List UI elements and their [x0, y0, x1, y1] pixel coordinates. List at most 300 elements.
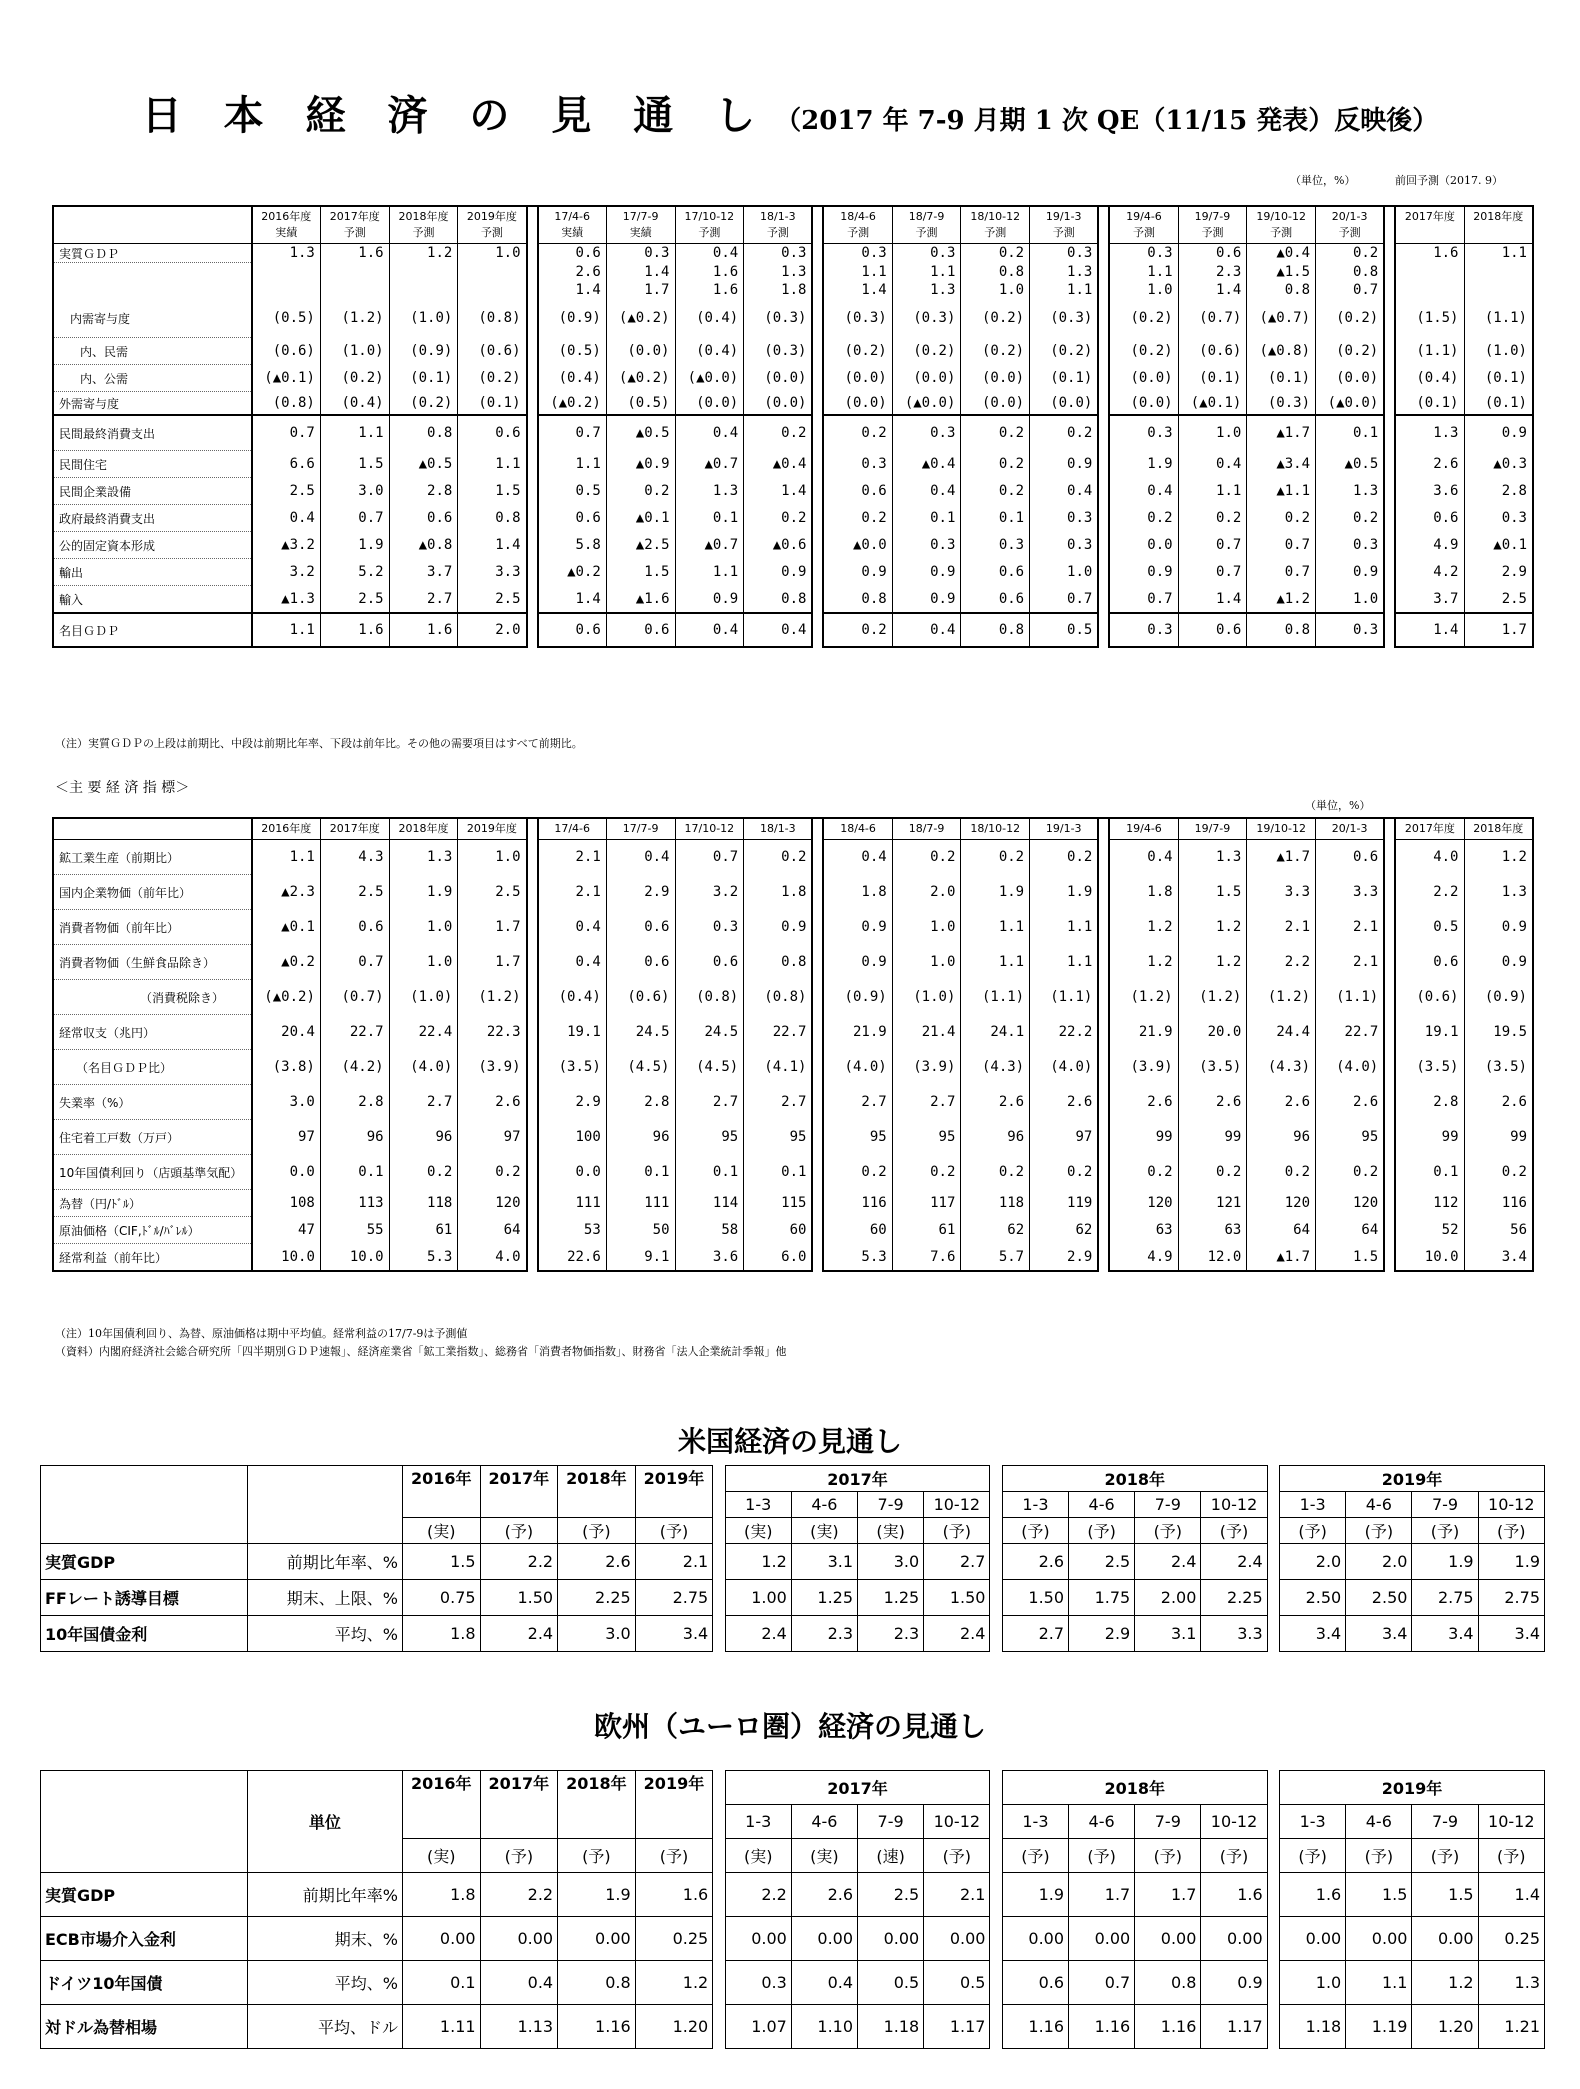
column-gap: [990, 1616, 1002, 1652]
value-cell: 0.00: [725, 1917, 791, 1961]
value-cell: 1.7: [1135, 1873, 1201, 1917]
value-cell: 1.10: [791, 2005, 857, 2049]
value-cell: 24.4: [1247, 1015, 1316, 1050]
value-cell: 0.75: [402, 1580, 480, 1616]
value-cell: ▲1.2: [1247, 586, 1316, 614]
year-header: 2018年: [1002, 1466, 1267, 1492]
value-cell: (4.0): [1316, 1050, 1385, 1085]
value-cell: 0.1: [606, 1155, 675, 1190]
table-row: [41, 1616, 1545, 1652]
value-cell: 1.7: [1464, 613, 1533, 647]
value-cell: (0.2): [961, 299, 1030, 338]
value-cell: 22.6: [538, 1244, 607, 1272]
column-gap: [812, 299, 823, 338]
value-cell: (0.6): [1395, 980, 1464, 1015]
column-header: [252, 206, 321, 244]
value-cell: 3.4: [1464, 1244, 1533, 1272]
column-header: 19/10-12: [1247, 818, 1316, 840]
value-cell: 1.1: [1030, 910, 1099, 945]
value-cell: 1.20: [635, 2005, 713, 2049]
column-header-status: 予測: [847, 226, 870, 239]
value-cell: 0.3: [1109, 613, 1178, 647]
value-cell: [1395, 263, 1464, 282]
value-cell: 0.2: [961, 1155, 1030, 1190]
value-cell: 1.7: [458, 945, 527, 980]
value-cell: 0.1: [744, 1155, 813, 1190]
value-cell: 0.00: [1201, 1917, 1267, 1961]
value-cell: 3.7: [1395, 586, 1464, 614]
value-cell: 2.1: [924, 1873, 990, 1917]
row-label: 民間最終消費支出: [53, 415, 252, 451]
value-cell: 2.25: [1201, 1580, 1267, 1616]
table-row: [53, 281, 1533, 299]
column-gap: [713, 1771, 725, 1873]
value-cell: 0.4: [675, 415, 744, 451]
column-gap: [1098, 505, 1109, 532]
value-cell: 2.9: [1069, 1616, 1135, 1652]
column-gap: [527, 559, 538, 586]
value-cell: (0.2): [1030, 338, 1099, 365]
value-cell: 114: [675, 1190, 744, 1217]
value-cell: 1.16: [1135, 2005, 1201, 2049]
table-row: [53, 299, 1533, 338]
value-cell: 2.1: [1247, 910, 1316, 945]
value-cell: 2.5: [1069, 1544, 1135, 1580]
value-cell: 0.2: [389, 1155, 458, 1190]
column-gap: [990, 1873, 1002, 1917]
value-cell: 0.3: [1030, 505, 1099, 532]
value-cell: 0.6: [1002, 1961, 1068, 2005]
value-cell: 0.00: [1412, 1917, 1478, 1961]
column-header: [892, 206, 961, 244]
value-cell: ▲1.7: [1247, 1244, 1316, 1272]
value-cell: (▲0.8): [1247, 338, 1316, 365]
column-gap: [1098, 1120, 1109, 1155]
quarter-header: 1-3: [725, 1805, 791, 1839]
quarter-status: (予): [1002, 1518, 1068, 1544]
column-header: 20/1-3: [1316, 818, 1385, 840]
indicators-heading: ＜主 要 経 済 指 標＞: [55, 780, 190, 796]
value-cell: 100: [538, 1120, 607, 1155]
value-cell: 2.2: [1247, 945, 1316, 980]
column-gap: [713, 1580, 725, 1616]
value-cell: 1.0: [1316, 586, 1385, 614]
column-gap: [812, 338, 823, 365]
column-header: 17/10-12: [675, 818, 744, 840]
table-row: [53, 840, 1533, 875]
column-gap: [1098, 1155, 1109, 1190]
value-cell: ▲0.5: [1316, 451, 1385, 478]
quarter-status: (予): [1346, 1518, 1412, 1544]
value-cell: 0.8: [1247, 613, 1316, 647]
quarter-header: 4-6: [1069, 1805, 1135, 1839]
value-cell: 1.0: [1280, 1961, 1346, 2005]
value-cell: 1.1: [1030, 281, 1099, 299]
quarter-status: (予): [1280, 1839, 1346, 1873]
value-cell: 1.8: [402, 1616, 480, 1652]
column-gap: [527, 338, 538, 365]
row-label: 外需寄与度: [53, 392, 252, 416]
column-gap: [527, 586, 538, 614]
value-cell: (▲0.2): [606, 299, 675, 338]
value-cell: (0.0): [675, 392, 744, 416]
value-cell: 0.7: [320, 945, 389, 980]
value-cell: (0.0): [823, 392, 892, 416]
column-header-period: 2017年度: [1404, 210, 1455, 223]
value-cell: (0.5): [538, 338, 607, 365]
column-gap: [1384, 840, 1395, 875]
value-cell: 1.3: [1395, 415, 1464, 451]
value-cell: 0.00: [480, 1917, 558, 1961]
row-label: 経常利益（前年比）: [53, 1244, 252, 1272]
value-cell: 1.17: [1201, 2005, 1267, 2049]
value-cell: 1.1: [1464, 244, 1533, 263]
column-gap: [713, 1917, 725, 1961]
value-cell: 56: [1464, 1217, 1533, 1244]
column-gap: [1098, 1217, 1109, 1244]
value-cell: (1.2): [1109, 980, 1178, 1015]
quarter-header: 4-6: [1069, 1492, 1135, 1518]
value-cell: 0.1: [320, 1155, 389, 1190]
value-cell: 2.6: [1109, 1085, 1178, 1120]
value-cell: [252, 281, 321, 299]
column-gap: [527, 478, 538, 505]
value-cell: 0.2: [744, 840, 813, 875]
row-label: 公的固定資本形成: [53, 532, 252, 559]
value-cell: 0.9: [892, 559, 961, 586]
value-cell: (0.1): [1247, 365, 1316, 392]
value-cell: 3.4: [1478, 1616, 1544, 1652]
value-cell: 2.6: [1002, 1544, 1068, 1580]
year-header: 2017年: [725, 1771, 990, 1805]
column-gap: [1384, 1190, 1395, 1217]
value-cell: 0.1: [675, 1155, 744, 1190]
value-cell: 64: [1247, 1217, 1316, 1244]
eu-section-title: 欧州（ユーロ圏）経済の見通し: [593, 1710, 986, 1743]
value-cell: 1.6: [635, 1873, 713, 1917]
value-cell: (0.9): [1464, 980, 1533, 1015]
page-title: 日 本 経 済 の 見 通 し: [141, 92, 770, 139]
column-gap: [812, 840, 823, 875]
column-gap: [1384, 1085, 1395, 1120]
value-cell: 4.9: [1395, 532, 1464, 559]
value-cell: (0.1): [389, 365, 458, 392]
value-cell: 2.7: [892, 1085, 961, 1120]
value-cell: 0.8: [1135, 1961, 1201, 2005]
value-cell: 62: [1030, 1217, 1099, 1244]
value-cell: 3.4: [1280, 1616, 1346, 1652]
value-cell: 2.6: [961, 1085, 1030, 1120]
value-cell: 3.7: [389, 559, 458, 586]
value-cell: 3.1: [1135, 1616, 1201, 1652]
value-cell: (4.1): [744, 1050, 813, 1085]
value-cell: 1.3: [252, 244, 321, 263]
annual-status: (実): [402, 1518, 480, 1544]
value-cell: 0.8: [961, 613, 1030, 647]
value-cell: 0.3: [675, 910, 744, 945]
table-row: [53, 586, 1533, 614]
row-label: 実質GDP: [41, 1873, 248, 1917]
column-header: [389, 206, 458, 244]
value-cell: 0.8: [823, 586, 892, 614]
column-gap: [713, 1873, 725, 1917]
value-cell: (3.5): [1395, 1050, 1464, 1085]
column-header: [538, 206, 607, 244]
value-cell: (0.0): [961, 365, 1030, 392]
column-gap: [990, 1466, 1002, 1544]
annual-header: 2017年: [480, 1466, 558, 1518]
row-label: 消費者物価（前年比）: [53, 910, 252, 945]
annual-header: 2019年: [635, 1771, 713, 1839]
value-cell: 0.2: [1109, 505, 1178, 532]
quarter-header: 7-9: [1412, 1492, 1478, 1518]
quarter-header: 4-6: [791, 1492, 857, 1518]
column-gap: [1098, 559, 1109, 586]
value-cell: 0.6: [1178, 613, 1247, 647]
value-cell: 0.7: [1247, 559, 1316, 586]
column-gap: [1384, 1015, 1395, 1050]
row-label: （消費税除き）: [53, 980, 252, 1015]
value-cell: (0.2): [1109, 338, 1178, 365]
value-cell: 1.1: [252, 840, 321, 875]
value-cell: ▲1.7: [1247, 415, 1316, 451]
value-cell: 1.9: [389, 875, 458, 910]
annual-status: (予): [480, 1839, 558, 1873]
value-cell: (▲0.7): [1247, 299, 1316, 338]
value-cell: 99: [1464, 1120, 1533, 1155]
column-gap: [1384, 206, 1395, 244]
value-cell: 116: [1464, 1190, 1533, 1217]
value-cell: (1.1): [1464, 299, 1533, 338]
value-cell: 1.8: [744, 875, 813, 910]
value-cell: [1464, 281, 1533, 299]
column-header-status: 予測: [343, 226, 366, 239]
value-cell: ▲0.1: [606, 505, 675, 532]
column-gap: [1098, 875, 1109, 910]
year-header: 2017年: [725, 1466, 990, 1492]
value-cell: 10.0: [1395, 1244, 1464, 1272]
value-cell: 96: [606, 1120, 675, 1155]
annual-status: (予): [635, 1839, 713, 1873]
value-cell: 118: [961, 1190, 1030, 1217]
quarter-status: (予): [924, 1518, 990, 1544]
value-cell: ▲0.4: [1247, 244, 1316, 263]
value-cell: 0.2: [961, 840, 1030, 875]
column-gap: [812, 945, 823, 980]
row-label: 実質GDP: [41, 1544, 248, 1580]
value-cell: 1.7: [458, 910, 527, 945]
table-row: [53, 505, 1533, 532]
column-gap: [1384, 365, 1395, 392]
annual-header: 2017年: [480, 1771, 558, 1839]
value-cell: (▲0.0): [675, 365, 744, 392]
table-row: [53, 980, 1533, 1015]
column-gap: [1267, 1917, 1279, 1961]
table-row: [53, 1015, 1533, 1050]
value-cell: 0.4: [1109, 840, 1178, 875]
value-cell: (0.8): [675, 980, 744, 1015]
value-cell: 0.00: [1346, 1917, 1412, 1961]
column-header: 2017年度: [1395, 818, 1464, 840]
value-cell: (4.5): [606, 1050, 675, 1085]
value-cell: 0.2: [1247, 505, 1316, 532]
column-header-status: 予測: [698, 226, 721, 239]
value-cell: 1.5: [1178, 875, 1247, 910]
value-cell: (1.1): [961, 980, 1030, 1015]
header-blank: [53, 818, 252, 840]
column-gap: [1384, 281, 1395, 299]
quarter-header: 10-12: [1478, 1805, 1544, 1839]
annual-status: (予): [558, 1518, 636, 1544]
value-cell: 0.00: [1135, 1917, 1201, 1961]
column-gap: [1267, 1873, 1279, 1917]
column-header-status: 予測: [1270, 226, 1293, 239]
column-header-period: 2019年度: [466, 210, 517, 223]
annual-header: 2018年: [558, 1466, 636, 1518]
quarter-header: 4-6: [791, 1805, 857, 1839]
value-cell: 1.5: [1412, 1873, 1478, 1917]
value-cell: 2.50: [1346, 1580, 1412, 1616]
value-cell: 1.5: [458, 478, 527, 505]
value-cell: 1.16: [558, 2005, 636, 2049]
value-cell: 10.0: [252, 1244, 321, 1272]
value-cell: ▲0.5: [606, 415, 675, 451]
column-gap: [1267, 2005, 1279, 2049]
value-cell: (0.0): [606, 338, 675, 365]
eu-outlook-table: [40, 1770, 1545, 2049]
value-cell: 0.3: [892, 532, 961, 559]
value-cell: 0.9: [1030, 451, 1099, 478]
value-cell: 1.9: [1109, 451, 1178, 478]
value-cell: (0.0): [961, 392, 1030, 416]
row-label: 10年国債利回り（店頭基準気配）: [53, 1155, 252, 1190]
value-cell: (0.0): [823, 365, 892, 392]
value-cell: (0.4): [675, 338, 744, 365]
column-gap: [1098, 1190, 1109, 1217]
value-cell: 95: [1316, 1120, 1385, 1155]
quarter-status: (速): [858, 1839, 924, 1873]
column-gap: [1098, 365, 1109, 392]
value-cell: 1.3: [1178, 840, 1247, 875]
value-cell: 1.16: [1002, 2005, 1068, 2049]
value-cell: ▲0.2: [252, 945, 321, 980]
table-row: [53, 338, 1533, 365]
row-label: 民間企業設備: [53, 478, 252, 505]
value-cell: 0.9: [675, 586, 744, 614]
column-header-status: 予測: [480, 226, 503, 239]
value-cell: (3.9): [1109, 1050, 1178, 1085]
value-cell: 7.6: [892, 1244, 961, 1272]
value-cell: 0.4: [252, 505, 321, 532]
value-cell: 1.50: [924, 1580, 990, 1616]
column-gap: [1384, 910, 1395, 945]
column-gap: [812, 1217, 823, 1244]
column-header: [744, 206, 813, 244]
value-cell: ▲3.2: [252, 532, 321, 559]
quarter-header: 10-12: [924, 1492, 990, 1518]
column-header: 2017年度: [320, 818, 389, 840]
value-cell: (0.4): [538, 980, 607, 1015]
value-cell: 1.0: [389, 945, 458, 980]
value-cell: (0.1): [1178, 365, 1247, 392]
value-cell: 1.6: [675, 281, 744, 299]
quarter-header: 1-3: [725, 1492, 791, 1518]
value-cell: 0.5: [1395, 910, 1464, 945]
column-header-period: 2018年度: [398, 210, 449, 223]
row-label: ECB市場介入金利: [41, 1917, 248, 1961]
value-cell: 0.2: [961, 478, 1030, 505]
column-header-period: 18/10-12: [970, 210, 1021, 223]
value-cell: 2.75: [1412, 1580, 1478, 1616]
value-cell: 0.3: [892, 415, 961, 451]
column-header: 19/7-9: [1178, 818, 1247, 840]
quarter-header: 7-9: [1135, 1805, 1201, 1839]
value-cell: 0.7: [1178, 532, 1247, 559]
value-cell: 0.9: [1464, 910, 1533, 945]
value-cell: 0.1: [1316, 415, 1385, 451]
value-cell: 0.2: [1178, 1155, 1247, 1190]
value-cell: 0.2: [823, 505, 892, 532]
column-header-period: 18/1-3: [759, 210, 796, 223]
value-cell: 3.3: [1247, 875, 1316, 910]
value-cell: 1.0: [458, 840, 527, 875]
value-cell: 0.5: [924, 1961, 990, 2005]
column-gap: [527, 818, 538, 840]
value-cell: 97: [1030, 1120, 1099, 1155]
column-header-period: 19/1-3: [1045, 210, 1082, 223]
value-cell: 1.25: [791, 1580, 857, 1616]
value-cell: (1.0): [892, 980, 961, 1015]
annual-header: 2016年: [402, 1771, 480, 1839]
column-header: 18/7-9: [892, 818, 961, 840]
value-cell: (▲0.2): [606, 365, 675, 392]
column-header: [1178, 206, 1247, 244]
value-cell: (4.0): [823, 1050, 892, 1085]
column-gap: [527, 392, 538, 416]
value-cell: (0.1): [1464, 365, 1533, 392]
value-cell: 0.1: [675, 505, 744, 532]
value-cell: 0.1: [402, 1961, 480, 2005]
value-cell: 4.0: [1395, 840, 1464, 875]
value-cell: ▲0.1: [1464, 532, 1533, 559]
quarter-status: (予): [1069, 1839, 1135, 1873]
column-header: [823, 206, 892, 244]
value-cell: 3.4: [1346, 1616, 1412, 1652]
table-row: [53, 263, 1533, 282]
value-cell: 2.75: [1478, 1580, 1544, 1616]
value-cell: 1.0: [892, 945, 961, 980]
column-gap: [713, 1466, 725, 1544]
value-cell: 0.9: [1464, 945, 1533, 980]
value-cell: 3.4: [1412, 1616, 1478, 1652]
column-gap: [527, 415, 538, 451]
column-gap: [812, 415, 823, 451]
value-cell: 2.2: [480, 1544, 558, 1580]
value-cell: 1.4: [744, 478, 813, 505]
value-cell: 0.8: [1316, 263, 1385, 282]
value-cell: 1.2: [1178, 945, 1247, 980]
column-header-period: 17/4-6: [554, 210, 590, 223]
value-cell: 0.3: [1316, 532, 1385, 559]
value-cell: 115: [744, 1190, 813, 1217]
column-header-period: 19/7-9: [1194, 210, 1231, 223]
row-unit: 期末、上限、%: [247, 1580, 402, 1616]
value-cell: 64: [458, 1217, 527, 1244]
value-cell: 2.6: [1247, 1085, 1316, 1120]
value-cell: (0.0): [744, 392, 813, 416]
value-cell: 0.00: [402, 1917, 480, 1961]
row-label: FFレート誘導目標: [41, 1580, 248, 1616]
